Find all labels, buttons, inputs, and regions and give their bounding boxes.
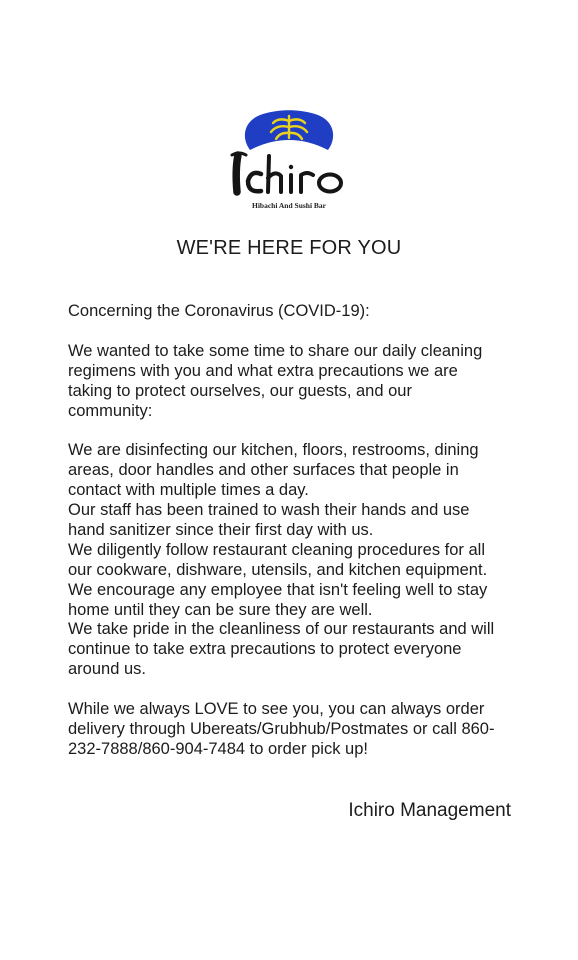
signature: Ichiro Management — [348, 800, 511, 821]
ichiro-logo — [221, 108, 357, 214]
ichiro-wordmark — [232, 153, 341, 192]
paragraph-intro: Concerning the Coronavirus (COVID-19): — [68, 302, 370, 320]
logo-subtitle: Hibachi And Sushi Bar — [252, 201, 326, 210]
notice-body — [68, 302, 520, 760]
paragraph-purpose: We wanted to take some time to share our daily cleaning regimens with you and what extra precautions we are taking to protect ourselves, our guests, and our community: — [68, 341, 483, 420]
headline: WE'RE HERE FOR YOU — [176, 237, 402, 259]
ichiro-logo-mark — [221, 108, 357, 200]
paragraph-delivery: While we always LOVE to see you, you can always order delivery through Ubereats/Grubhub/Postmates or call 860- 232-7888/860-904-7484 to order pick up! — [68, 700, 495, 758]
paragraph-measures: We are disinfecting our kitchen, floors, restrooms, dining areas, door handles and other surfaces that people in contact with multiple times a day. Our staff has been trained to wash their hands and use hand sanitizer since their first day with us. We diligently follow restaurant cleaning procedures for all our cookware, dishware, utensils, and kitchen equipment. We encourage any employee that isn't feeling well to stay home until they can be sure they are well. We take pride in the cleanliness of our restaurants and will continue to take extra precautions to protect everyone around us. — [68, 441, 495, 679]
